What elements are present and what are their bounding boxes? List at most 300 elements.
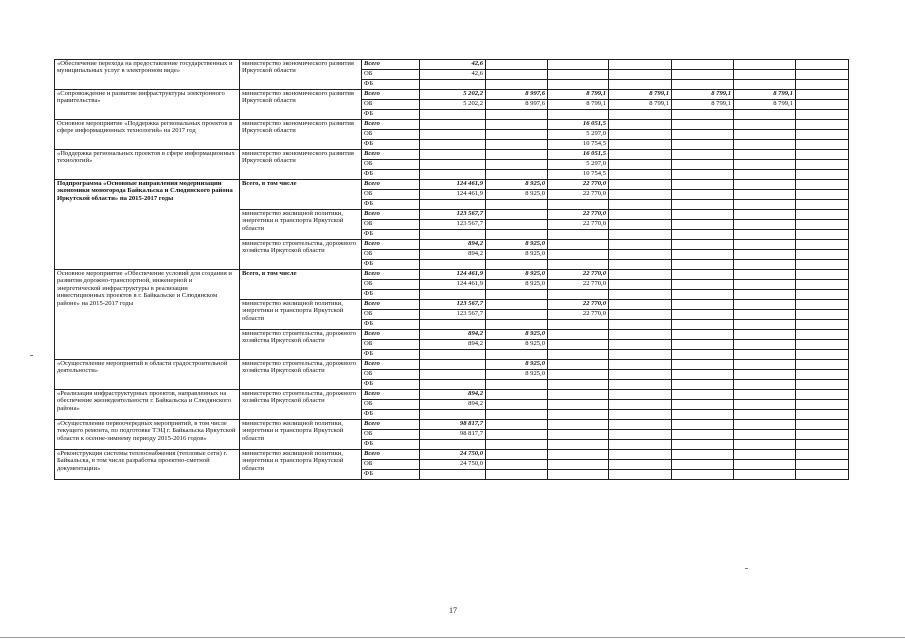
amount-cell [796, 460, 849, 470]
amount-cell [548, 360, 609, 370]
amount-cell [734, 330, 796, 340]
amount-cell [548, 320, 609, 330]
amount-cell [609, 160, 672, 170]
amount-cell [609, 400, 672, 410]
amount-cell [609, 410, 672, 420]
amount-cell [548, 340, 609, 350]
amount-cell [548, 450, 609, 460]
amount-cell [672, 200, 734, 210]
amount-cell [420, 360, 486, 370]
amount-cell: 123 567,7 [420, 220, 486, 230]
event-name-cell: «Реализация инфраструктурных проектов, направленных на обеспечение жизнедеятельности г. Байкальска и Слюдянского района» [55, 390, 240, 420]
amount-cell: 123 567,7 [420, 310, 486, 320]
source-type-cell: Всего [362, 300, 420, 310]
amount-cell [486, 310, 548, 320]
executor-cell: министерство экономического развития Иркутской области [240, 90, 362, 120]
amount-cell [486, 110, 548, 120]
event-name-cell: «Обеспечение перехода на предоставление государственных и муниципальных услуг в электронном виде» [55, 60, 240, 90]
amount-cell [609, 310, 672, 320]
amount-cell [486, 470, 548, 480]
amount-cell [609, 250, 672, 260]
amount-cell [609, 440, 672, 450]
amount-cell [486, 170, 548, 180]
amount-cell [548, 350, 609, 360]
amount-cell [796, 360, 849, 370]
amount-cell [609, 340, 672, 350]
executor-cell: министерство экономического развития Иркутской области [240, 120, 362, 150]
amount-cell [486, 160, 548, 170]
executor-cell: министерство жилищной политики, энергетики и транспорта Иркутской области [240, 420, 362, 450]
executor-cell: министерство строительства, дорожного хозяйства Иркутской области [240, 330, 362, 360]
event-name-cell: «Сопровождение и развитие инфраструктуры электронного правительства» [55, 90, 240, 120]
amount-cell [609, 420, 672, 430]
amount-cell [734, 250, 796, 260]
amount-cell: 5 202,2 [420, 100, 486, 110]
amount-cell [672, 190, 734, 200]
amount-cell [420, 350, 486, 360]
amount-cell: 22 770,0 [548, 270, 609, 280]
amount-cell [672, 450, 734, 460]
amount-cell [609, 150, 672, 160]
amount-cell [486, 320, 548, 330]
amount-cell [609, 330, 672, 340]
amount-cell: 22 770,0 [548, 180, 609, 190]
amount-cell [796, 120, 849, 130]
amount-cell [796, 220, 849, 230]
amount-cell [609, 430, 672, 440]
amount-cell: 8 799,1 [672, 90, 734, 100]
executor-cell: министерство жилищной политики, энергетики и транспорта Иркутской области [240, 450, 362, 480]
amount-cell: 8 925,0 [486, 190, 548, 200]
event-name-cell: Основное мероприятие «Обеспечение условий для создания и развития дорожно-транспортной, инженерной и энергетической инфраструктуры в реализации инвестиционных проектов в г. Байкальске и Слюдянском районе» на 2015-2017 годы [55, 270, 240, 360]
amount-cell: 5 297,0 [548, 160, 609, 170]
amount-cell [672, 270, 734, 280]
table-row [55, 60, 849, 70]
amount-cell [548, 200, 609, 210]
amount-cell [796, 440, 849, 450]
amount-cell: 5 202,2 [420, 90, 486, 100]
source-type-cell: ФБ [362, 170, 420, 180]
source-type-cell: Всего [362, 330, 420, 340]
amount-cell [609, 220, 672, 230]
amount-cell [796, 110, 849, 120]
amount-cell: 8 925,0 [486, 360, 548, 370]
source-type-cell: ФБ [362, 110, 420, 120]
source-type-cell: Всего [362, 120, 420, 130]
amount-cell: 894,2 [420, 240, 486, 250]
amount-cell: 8 925,0 [486, 330, 548, 340]
amount-cell: 8 997,6 [486, 100, 548, 110]
amount-cell [672, 470, 734, 480]
amount-cell [420, 470, 486, 480]
amount-cell [796, 200, 849, 210]
amount-cell [734, 130, 796, 140]
amount-cell [420, 140, 486, 150]
amount-cell: 124 461,9 [420, 280, 486, 290]
amount-cell [486, 150, 548, 160]
amount-cell [548, 420, 609, 430]
amount-cell: 8 925,0 [486, 340, 548, 350]
amount-cell: 8 799,1 [548, 100, 609, 110]
amount-cell [609, 350, 672, 360]
amount-cell [796, 400, 849, 410]
amount-cell: 24 750,0 [420, 460, 486, 470]
amount-cell [672, 160, 734, 170]
budget-table [54, 59, 849, 480]
amount-cell [548, 60, 609, 70]
source-type-cell: ФБ [362, 320, 420, 330]
amount-cell [796, 430, 849, 440]
amount-cell [734, 350, 796, 360]
amount-cell: 5 297,0 [548, 130, 609, 140]
amount-cell [486, 350, 548, 360]
amount-cell: 24 750,0 [420, 450, 486, 460]
amount-cell [796, 450, 849, 460]
amount-cell [796, 340, 849, 350]
amount-cell [609, 80, 672, 90]
amount-cell [796, 190, 849, 200]
amount-cell [672, 180, 734, 190]
amount-cell [486, 400, 548, 410]
amount-cell [609, 170, 672, 180]
amount-cell [609, 460, 672, 470]
amount-cell [796, 280, 849, 290]
source-type-cell: ОБ [362, 70, 420, 80]
amount-cell [609, 200, 672, 210]
amount-cell [609, 270, 672, 280]
amount-cell [672, 230, 734, 240]
amount-cell [796, 140, 849, 150]
amount-cell [734, 340, 796, 350]
amount-cell: 124 461,9 [420, 180, 486, 190]
amount-cell [609, 360, 672, 370]
amount-cell: 98 817,7 [420, 430, 486, 440]
amount-cell [672, 120, 734, 130]
amount-cell [548, 230, 609, 240]
amount-cell [486, 220, 548, 230]
amount-cell [672, 350, 734, 360]
executor-cell: министерство экономического развития Иркутской области [240, 60, 362, 90]
amount-cell [796, 100, 849, 110]
amount-cell [609, 470, 672, 480]
amount-cell [609, 370, 672, 380]
amount-cell: 8 925,0 [486, 270, 548, 280]
amount-cell [609, 210, 672, 220]
amount-cell: 98 817,7 [420, 420, 486, 430]
source-type-cell: Всего [362, 450, 420, 460]
amount-cell [486, 200, 548, 210]
amount-cell [672, 340, 734, 350]
amount-cell [486, 70, 548, 80]
amount-cell [548, 330, 609, 340]
amount-cell: 8 799,1 [672, 100, 734, 110]
amount-cell: 10 754,5 [548, 170, 609, 180]
amount-cell [486, 230, 548, 240]
source-type-cell: ОБ [362, 100, 420, 110]
amount-cell [672, 320, 734, 330]
amount-cell [672, 240, 734, 250]
amount-cell [672, 370, 734, 380]
amount-cell [420, 200, 486, 210]
amount-cell [420, 230, 486, 240]
amount-cell: 22 770,0 [548, 310, 609, 320]
amount-cell [609, 130, 672, 140]
amount-cell [420, 160, 486, 170]
amount-cell [420, 440, 486, 450]
source-type-cell: ОБ [362, 220, 420, 230]
event-name-cell: Подпрограмма «Основные направления модернизации экономики моногорода Байкальска и Слюдянского района Иркутской области» на 2015-2017 годы [55, 180, 240, 270]
amount-cell [734, 280, 796, 290]
amount-cell [548, 240, 609, 250]
amount-cell: 22 770,0 [548, 190, 609, 200]
amount-cell [734, 400, 796, 410]
amount-cell [486, 410, 548, 420]
source-type-cell: ФБ [362, 350, 420, 360]
source-type-cell: Всего [362, 360, 420, 370]
amount-cell [796, 70, 849, 80]
amount-cell [420, 290, 486, 300]
source-type-cell: ФБ [362, 470, 420, 480]
amount-cell [420, 150, 486, 160]
amount-cell [486, 60, 548, 70]
amount-cell [734, 470, 796, 480]
amount-cell [672, 310, 734, 320]
amount-cell [486, 450, 548, 460]
amount-cell [734, 200, 796, 210]
amount-cell [734, 220, 796, 230]
amount-cell [734, 320, 796, 330]
amount-cell: 16 051,5 [548, 150, 609, 160]
amount-cell [672, 390, 734, 400]
amount-cell: 8 925,0 [486, 370, 548, 380]
source-type-cell: Всего [362, 150, 420, 160]
amount-cell [734, 210, 796, 220]
amount-cell [672, 80, 734, 90]
amount-cell [548, 110, 609, 120]
amount-cell [734, 170, 796, 180]
source-type-cell: Всего [362, 420, 420, 430]
scan-artifact [30, 355, 33, 356]
amount-cell [796, 250, 849, 260]
amount-cell: 22 770,0 [548, 300, 609, 310]
amount-cell: 124 461,9 [420, 190, 486, 200]
amount-cell [672, 400, 734, 410]
source-type-cell: ФБ [362, 260, 420, 270]
amount-cell: 10 754,5 [548, 140, 609, 150]
event-name-cell: «Осуществление первоочередных мероприятий, в том числе текущего ремонта, по подготовке ТЭЦ г. Байкальска Иркутской области к осенне-зимнему периоду 2015-2016 годов» [55, 420, 240, 450]
amount-cell [420, 380, 486, 390]
amount-cell [796, 230, 849, 240]
amount-cell [420, 110, 486, 120]
amount-cell: 124 461,9 [420, 270, 486, 280]
amount-cell [420, 410, 486, 420]
amount-cell [672, 380, 734, 390]
amount-cell [734, 110, 796, 120]
amount-cell [609, 190, 672, 200]
source-type-cell: ОБ [362, 310, 420, 320]
amount-cell [796, 150, 849, 160]
amount-cell [796, 390, 849, 400]
amount-cell: 16 051,5 [548, 120, 609, 130]
executor-cell: министерство строительства, дорожного хозяйства Иркутской области [240, 390, 362, 420]
amount-cell: 42,6 [420, 60, 486, 70]
amount-cell [672, 360, 734, 370]
amount-cell [734, 410, 796, 420]
amount-cell: 8 925,0 [486, 280, 548, 290]
source-type-cell: ОБ [362, 190, 420, 200]
amount-cell [672, 110, 734, 120]
amount-cell [734, 420, 796, 430]
amount-cell: 8 925,0 [486, 240, 548, 250]
table-row [55, 150, 849, 160]
amount-cell [734, 80, 796, 90]
amount-cell [548, 290, 609, 300]
source-type-cell: ФБ [362, 380, 420, 390]
amount-cell: 22 770,0 [548, 210, 609, 220]
amount-cell [796, 410, 849, 420]
source-type-cell: ОБ [362, 430, 420, 440]
amount-cell [796, 60, 849, 70]
source-type-cell: Всего [362, 180, 420, 190]
amount-cell [672, 150, 734, 160]
source-type-cell: ФБ [362, 440, 420, 450]
amount-cell [609, 60, 672, 70]
source-type-cell: Всего [362, 240, 420, 250]
amount-cell [609, 120, 672, 130]
amount-cell: 8 799,1 [609, 90, 672, 100]
amount-cell [548, 250, 609, 260]
amount-cell [672, 290, 734, 300]
table-row [55, 450, 849, 460]
executor-cell: Всего, в том числе [240, 180, 362, 210]
page-number: 17 [449, 606, 457, 615]
amount-cell [672, 430, 734, 440]
amount-cell: 8 925,0 [486, 180, 548, 190]
amount-cell [420, 120, 486, 130]
amount-cell [486, 140, 548, 150]
amount-cell [420, 320, 486, 330]
amount-cell [796, 170, 849, 180]
amount-cell [734, 150, 796, 160]
amount-cell [734, 370, 796, 380]
amount-cell [486, 430, 548, 440]
amount-cell [672, 410, 734, 420]
amount-cell [486, 260, 548, 270]
amount-cell [734, 190, 796, 200]
amount-cell [734, 440, 796, 450]
amount-cell: 894,2 [420, 340, 486, 350]
amount-cell: 8 799,1 [734, 90, 796, 100]
amount-cell [734, 140, 796, 150]
executor-cell: министерство жилищной политики, энергетики и транспорта Иркутской области [240, 210, 362, 240]
executor-cell: министерство строительства, дорожного хозяйства Иркутской области [240, 240, 362, 270]
amount-cell [796, 90, 849, 100]
amount-cell [734, 290, 796, 300]
amount-cell [796, 260, 849, 270]
amount-cell: 894,2 [420, 400, 486, 410]
amount-cell [796, 80, 849, 90]
amount-cell: 894,2 [420, 250, 486, 260]
source-type-cell: ФБ [362, 230, 420, 240]
amount-cell [734, 70, 796, 80]
source-type-cell: ОБ [362, 130, 420, 140]
amount-cell [672, 440, 734, 450]
executor-cell: Всего, в том числе [240, 270, 362, 300]
executor-cell: министерство экономического развития Иркутской области [240, 150, 362, 180]
amount-cell [796, 180, 849, 190]
amount-cell [672, 60, 734, 70]
amount-cell [609, 110, 672, 120]
amount-cell: 22 770,0 [548, 220, 609, 230]
amount-cell: 8 997,6 [486, 90, 548, 100]
amount-cell [548, 380, 609, 390]
amount-cell [548, 430, 609, 440]
amount-cell [734, 120, 796, 130]
event-name-cell: «Реконструкция системы теплоснабжения (тепловые сети) г. Байкальска, в том числе разработка проектно-сметной документации» [55, 450, 240, 480]
amount-cell [420, 130, 486, 140]
table-row [55, 270, 849, 280]
amount-cell [672, 420, 734, 430]
amount-cell [609, 180, 672, 190]
amount-cell: 8 925,0 [486, 250, 548, 260]
amount-cell [796, 330, 849, 340]
amount-cell [420, 370, 486, 380]
amount-cell [486, 440, 548, 450]
amount-cell [486, 120, 548, 130]
event-name-cell: Основное мероприятие «Поддержка региональных проектов в сфере информационных технологий» на 2017 год [55, 120, 240, 150]
amount-cell [734, 260, 796, 270]
table-row [55, 120, 849, 130]
source-type-cell: ОБ [362, 250, 420, 260]
executor-cell: министерство жилищной политики, энергетики и транспорта Иркутской области [240, 300, 362, 330]
amount-cell [548, 470, 609, 480]
amount-cell [672, 250, 734, 260]
amount-cell [548, 70, 609, 80]
amount-cell [796, 160, 849, 170]
amount-cell [796, 300, 849, 310]
amount-cell [609, 240, 672, 250]
source-type-cell: ОБ [362, 160, 420, 170]
amount-cell: 123 567,7 [420, 210, 486, 220]
amount-cell [609, 380, 672, 390]
table-row [55, 390, 849, 400]
amount-cell [796, 130, 849, 140]
source-type-cell: Всего [362, 210, 420, 220]
amount-cell [486, 290, 548, 300]
source-type-cell: ФБ [362, 80, 420, 90]
amount-cell [796, 270, 849, 280]
table-row [55, 180, 849, 190]
amount-cell [796, 310, 849, 320]
table-row [55, 90, 849, 100]
amount-cell [734, 390, 796, 400]
source-type-cell: ФБ [362, 200, 420, 210]
amount-cell [420, 260, 486, 270]
budget-table-body [55, 60, 849, 480]
amount-cell [486, 460, 548, 470]
amount-cell [548, 400, 609, 410]
amount-cell [672, 460, 734, 470]
amount-cell [420, 170, 486, 180]
amount-cell [796, 470, 849, 480]
amount-cell [486, 130, 548, 140]
source-type-cell: ФБ [362, 140, 420, 150]
amount-cell [486, 390, 548, 400]
amount-cell [672, 140, 734, 150]
scan-edge-line [0, 637, 905, 638]
amount-cell [486, 300, 548, 310]
amount-cell [672, 330, 734, 340]
